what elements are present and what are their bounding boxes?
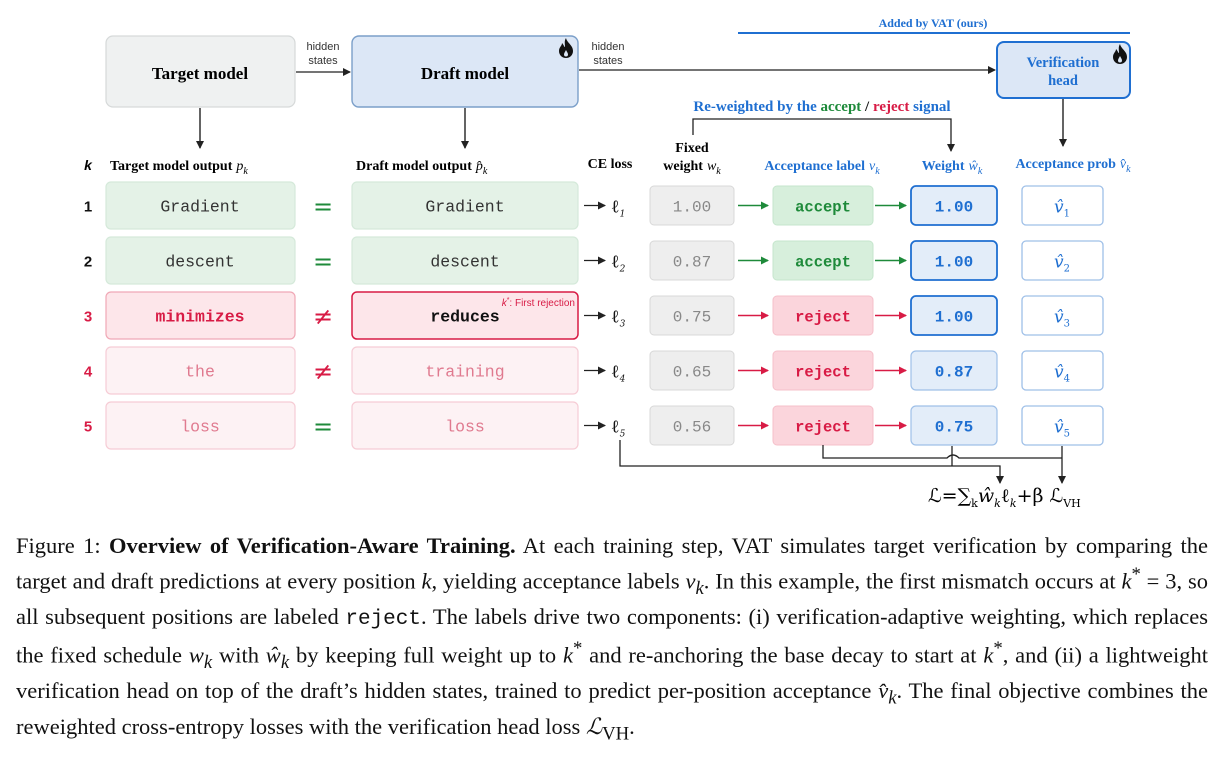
hidden-states-label-2a: hidden	[591, 41, 625, 53]
ce-loss-term: ℓ$_2$	[611, 251, 626, 275]
verification-head-label-2: head	[1048, 73, 1078, 89]
fixed-weight-value: 0.75	[672, 308, 712, 327]
row-k-3: 3	[83, 308, 93, 326]
ce-loss-term: ℓ$_5$	[611, 416, 626, 440]
weight-value: 0.75	[934, 418, 974, 437]
figure-caption: Figure 1: Overview of Verification-Aware Training. At each training step, VAT simulates target verification by comparing the target and draft predictions at every position k, yielding acceptance labels $v_k$. In this example, the first mismatch occurs at k* = 3, so all subsequent positions are labeled reject. The labels drive two components: (i) verification-adaptive weighting, which replaces the fixed schedule $w_k$ with $ŵ_k$ by keeping full weight up to k* and re-anchoring the base decay to start at k*, and (ii) a lightweight verification head on top of the draft’s hidden states, trained to predict per-position acceptance $v̂_k$. The final objective combines the reweighted cross-entropy losses with the verification head loss ℒ$_{VH}$.	[16, 533, 1209, 745]
relation-sign: =	[312, 412, 334, 441]
hidden-states-label-2b: states	[593, 55, 623, 67]
fixed-weight-header-1: Fixed	[675, 141, 709, 156]
acceptance-prob-value: $v̂_5$	[1054, 417, 1070, 440]
relation-sign: =	[312, 247, 334, 276]
verification-head-label-1: Verification	[1026, 55, 1100, 71]
fixed-weight-value: 0.87	[672, 253, 712, 272]
row-k-5: 5	[83, 418, 93, 436]
weight-value: 0.87	[934, 363, 974, 382]
relation-sign: =	[312, 192, 334, 221]
acceptance-prob-value: $v̂_1$	[1054, 197, 1070, 220]
acceptance-label-value: reject	[795, 418, 851, 437]
ce-loss-term: ℓ$_3$	[611, 306, 626, 330]
acceptance-label-header: Acceptance label $v_k$	[764, 159, 880, 177]
k-header: k	[84, 157, 92, 173]
hidden-states-label-1b: states	[308, 55, 338, 67]
hidden-states-label-1a: hidden	[306, 41, 340, 53]
reweighted-label: Re-weighted by the accept / reject signal	[693, 99, 951, 115]
target-token: the	[185, 362, 215, 382]
draft-token: training	[425, 362, 505, 382]
acceptance-prob-header: Acceptance prob $v̂_k$	[1015, 157, 1131, 175]
target-token: minimizes	[155, 307, 245, 327]
row-k-4: 4	[83, 363, 93, 381]
weight-value: 1.00	[934, 308, 974, 327]
target-output-header: Target model output $p_k$	[110, 159, 248, 177]
draft-model-label: Draft model	[420, 64, 510, 83]
acceptance-label-value: accept	[795, 198, 851, 217]
rows-layer	[84, 182, 1103, 449]
acceptance-label-value: reject	[795, 308, 851, 327]
acceptance-label-value: accept	[795, 253, 851, 272]
row-k-2: 2	[83, 253, 93, 271]
relation-sign: ≠	[312, 302, 334, 331]
draft-token: descent	[430, 252, 500, 272]
relation-sign: ≠	[312, 357, 334, 386]
target-token: descent	[165, 252, 235, 272]
ce-loss-term: ℓ$_1$	[611, 196, 626, 220]
acceptance-prob-value: $v̂_2$	[1054, 252, 1070, 275]
ce-loss-term: ℓ$_4$	[611, 361, 626, 385]
draft-token: Gradient	[425, 197, 505, 217]
fixed-weight-value: 0.56	[672, 418, 712, 437]
target-model-label: Target model	[151, 64, 249, 83]
caption-title: Overview of Verification-Aware Training.	[109, 533, 516, 558]
added-by-vat-label: Added by VAT (ours)	[878, 16, 988, 30]
ce-loss-header: CE loss	[587, 157, 633, 172]
draft-token: reduces	[430, 307, 500, 327]
caption-label: Figure 1:	[16, 533, 110, 558]
reweighted-bracket	[693, 119, 951, 151]
draft-output-header: Draft model output $p̂_k$	[356, 159, 488, 177]
weight-header: Weight $ŵ_k$	[921, 159, 983, 177]
fixed-weight-value: 0.65	[672, 363, 712, 382]
objective-connectors	[620, 440, 1062, 483]
weight-value: 1.00	[934, 198, 974, 217]
objective-formula: $ℒ=\sum_kŵ_k\ell_k+\beta$ ℒ$_{VH}$	[928, 485, 1081, 510]
target-token: loss	[180, 417, 220, 437]
fixed-weight-header-2: weight $w_k$	[663, 159, 721, 177]
first-rejection-note: k*: First rejection	[501, 297, 575, 309]
draft-token: loss	[445, 417, 485, 437]
weight-value: 1.00	[934, 253, 974, 272]
fixed-weight-value: 1.00	[672, 198, 712, 217]
row-k-1: 1	[83, 198, 93, 216]
acceptance-prob-value: $v̂_4$	[1054, 362, 1070, 385]
target-token: Gradient	[160, 197, 240, 217]
acceptance-prob-value: $v̂_3$	[1054, 307, 1070, 330]
acceptance-label-value: reject	[795, 363, 851, 382]
